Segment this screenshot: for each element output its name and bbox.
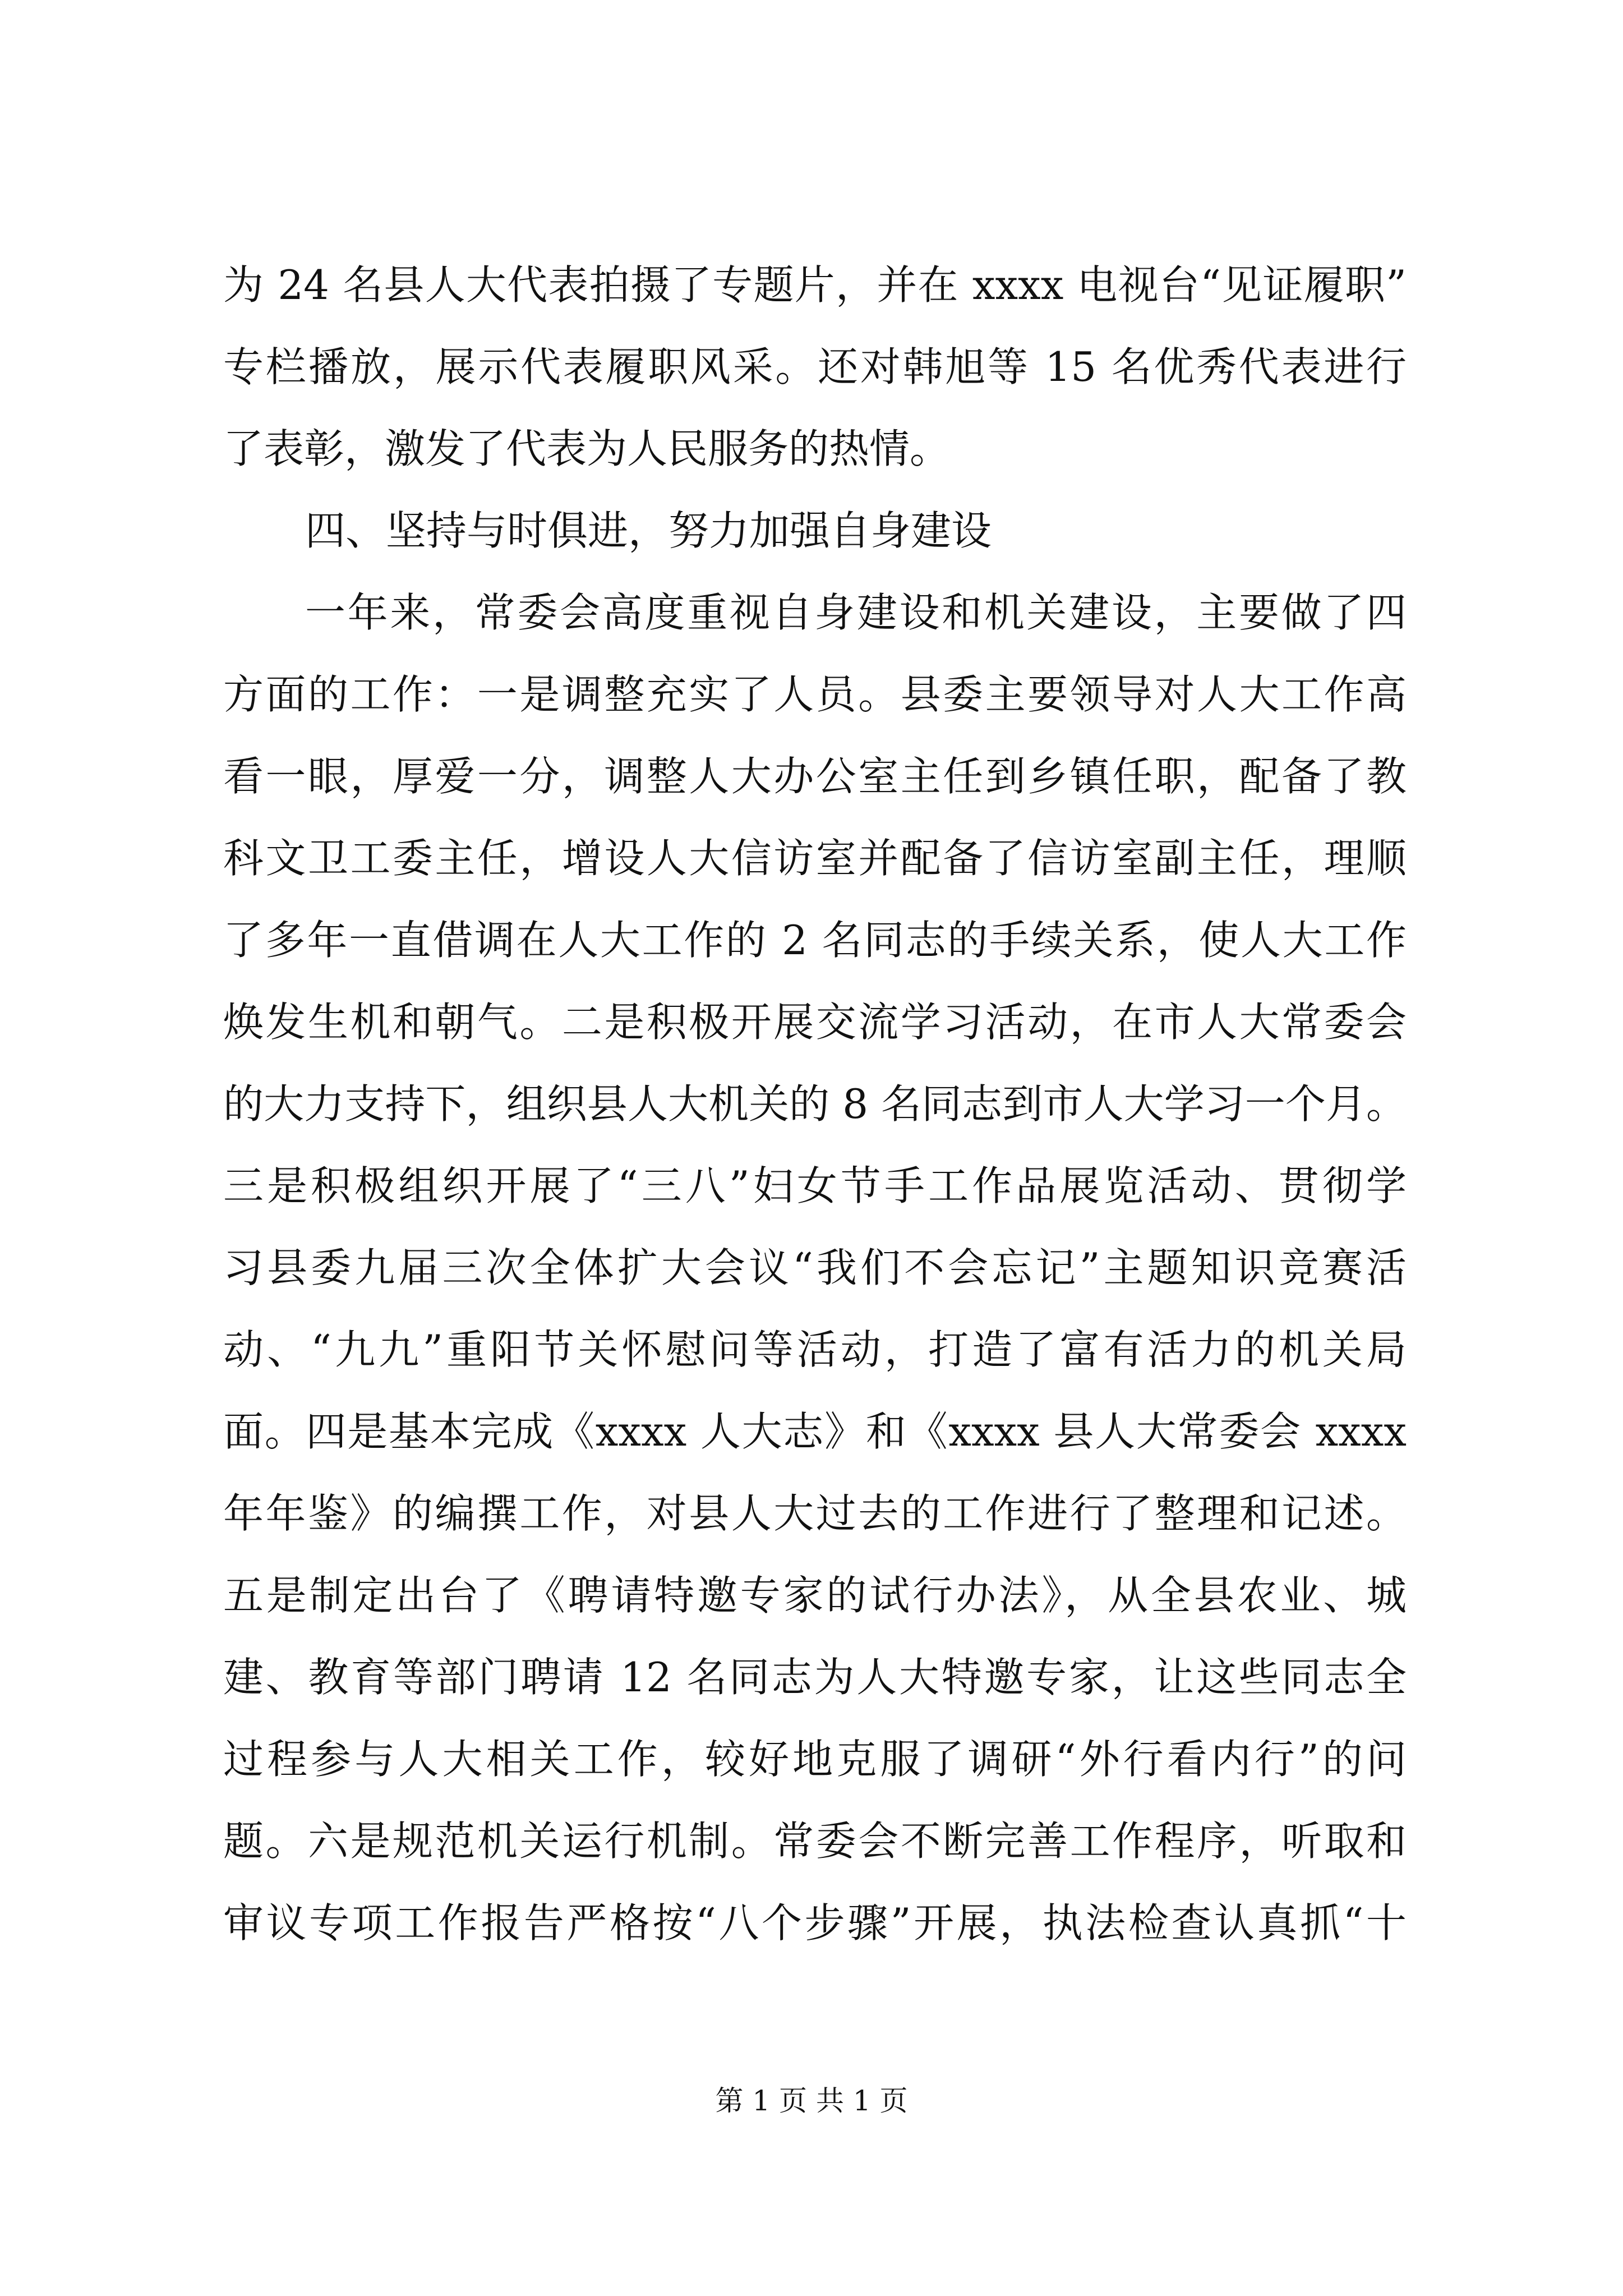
page-number-footer: 第 1 页 共 1 页	[715, 2085, 908, 2117]
text-line: 三是积极组织开展了“三八”妇女节手工作品展览活动、贯彻学	[223, 1162, 1407, 1209]
text-line: 审议专项工作报告严格按“八个步骤”开展，执法检查认真抓“十	[223, 1899, 1407, 1947]
text-line: 了多年一直借调在人大工作的 2 名同志的手续关系，使人大工作	[223, 917, 1407, 964]
text-line: 习县委九届三次全体扩大会议“我们不会忘记”主题知识竞赛活	[223, 1244, 1407, 1291]
text-line: 题。六是规范机关运行机制。常委会不断完善工作程序，听取和	[223, 1818, 1407, 1865]
text-line: 了表彰，激发了代表为人民服务的热情。	[223, 425, 951, 472]
text-line: 一年来，常委会高度重视自身建设和机关建设，主要做了四	[305, 589, 1407, 636]
text-line: 建、教育等部门聘请 12 名同志为人大特邀专家，让这些同志全	[223, 1654, 1407, 1701]
section-heading: 四、坚持与时俱进，努力加强自身建设	[305, 507, 992, 554]
text-line: 动、“九九”重阳节关怀慰问等活动，打造了富有活力的机关局	[223, 1326, 1407, 1373]
text-line: 过程参与人大相关工作，较好地克服了调研“外行看内行”的问	[223, 1736, 1407, 1783]
text-line: 五是制定出台了《聘请特邀专家的试行办法》，从全县农业、城	[223, 1572, 1407, 1619]
text-line: 专栏播放，展示代表履职风采。还对韩旭等 15 名优秀代表进行	[223, 343, 1407, 390]
text-line: 为 24 名县人大代表拍摄了专题片，并在 xxxx 电视台“见证履职”	[223, 261, 1407, 309]
text-line: 的大力支持下，组织县人大机关的 8 名同志到市人大学习一个月。	[223, 1080, 1407, 1128]
text-line: 年年鉴》的编撰工作，对县人大过去的工作进行了整理和记述。	[223, 1490, 1407, 1537]
text-line: 方面的工作：一是调整充实了人员。县委主要领导对人大工作高	[223, 671, 1407, 718]
text-line: 焕发生机和朝气。二是积极开展交流学习活动，在市人大常委会	[223, 999, 1407, 1046]
text-line: 科文卫工委主任，增设人大信访室并配备了信访室副主任，理顺	[223, 835, 1407, 882]
text-line: 看一眼，厚爱一分，调整人大办公室主任到乡镇任职，配备了教	[223, 753, 1407, 800]
text-line: 面。四是基本完成《xxxx 人大志》和《xxxx 县人大常委会 xxxx	[223, 1408, 1407, 1455]
